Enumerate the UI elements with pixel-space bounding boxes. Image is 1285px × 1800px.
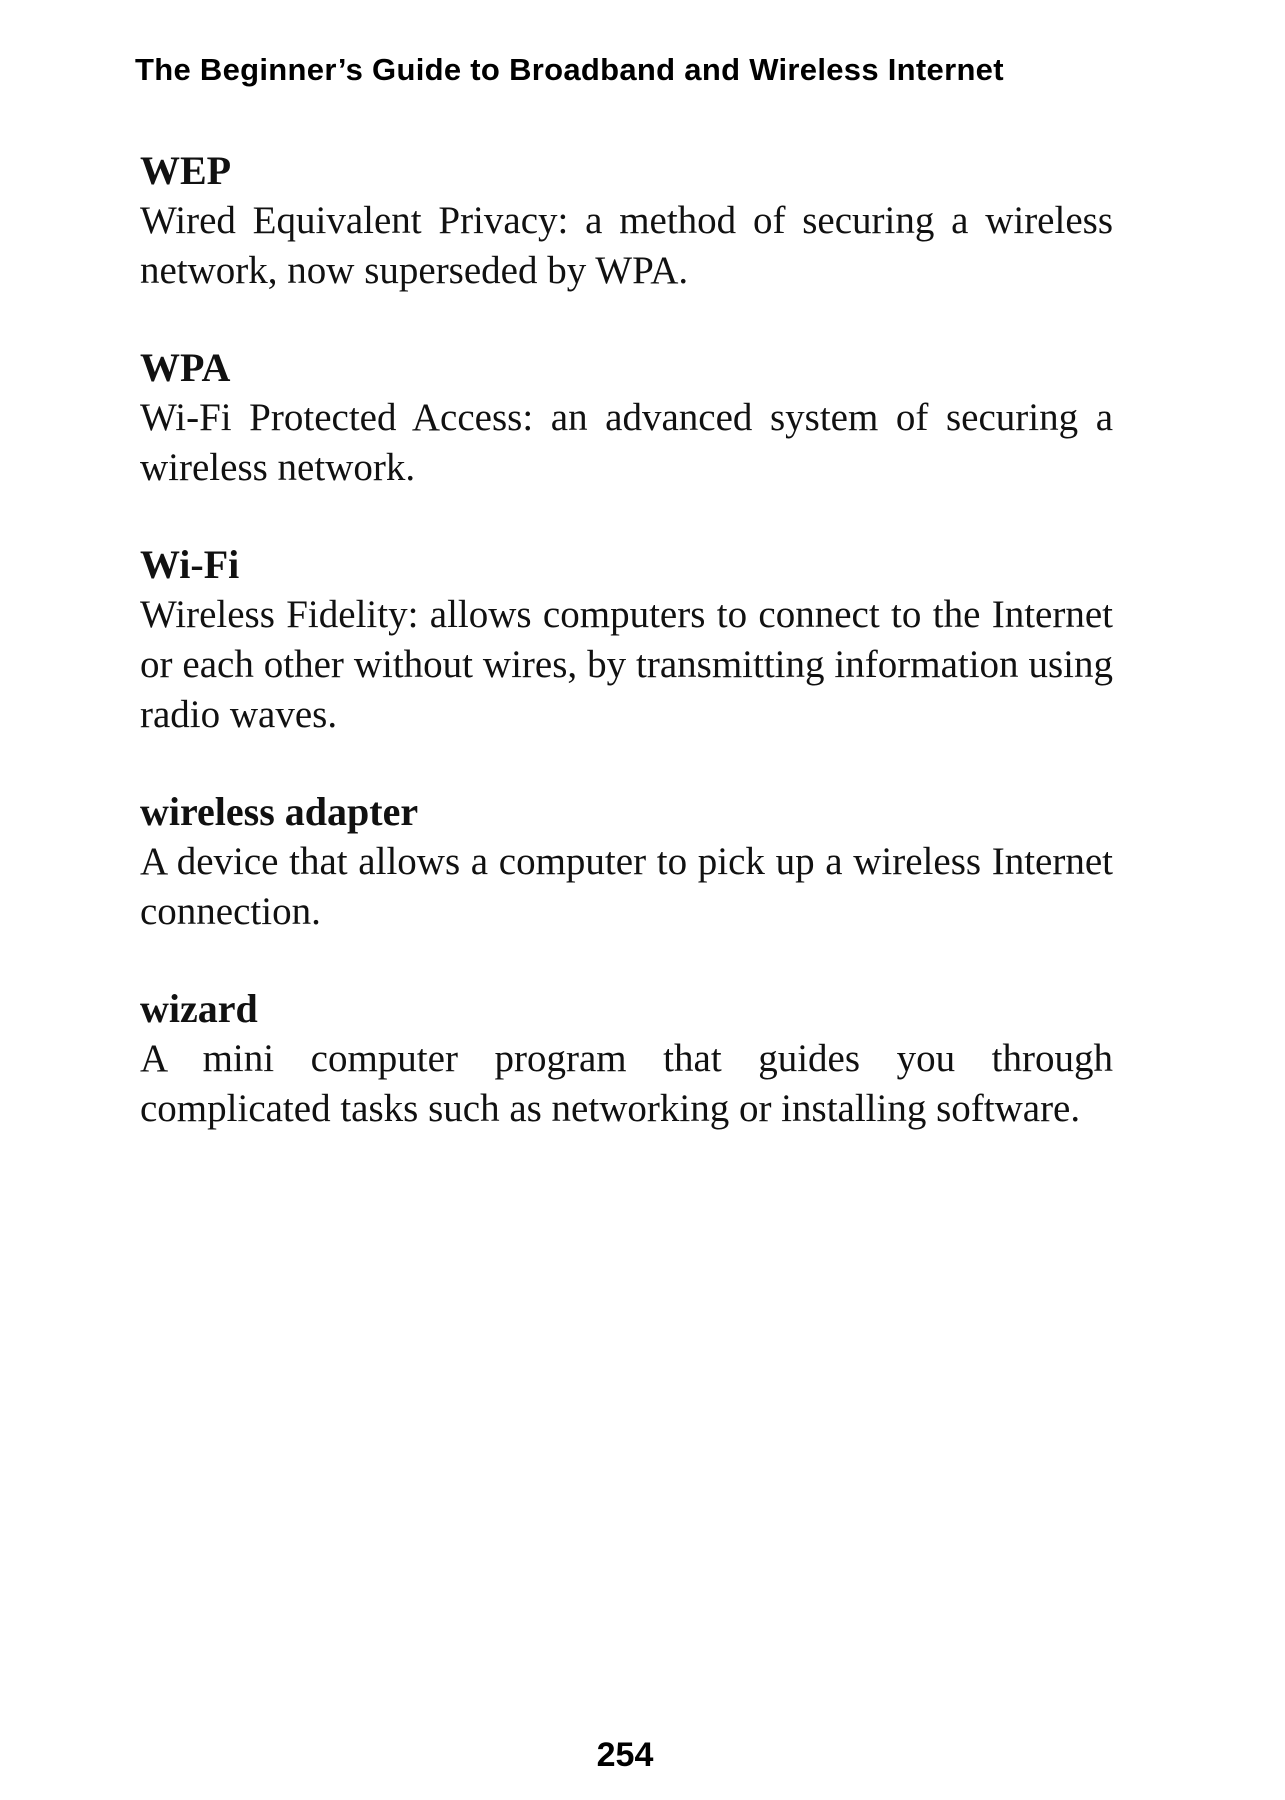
glossary-entry-wizard — [140, 984, 1113, 1134]
glossary-term: wireless adapter — [140, 789, 419, 834]
glossary-entry-wireless-adapter — [140, 787, 1113, 937]
glossary-definition: Wired Equivalent Privacy: a method of securing a wireless network, now superseded by WPA. — [140, 199, 1113, 292]
glossary-term: Wi-Fi — [140, 542, 240, 587]
glossary-entry-wi-fi — [140, 540, 1113, 740]
page-number: 254 — [596, 1736, 654, 1774]
running-head-title: The Beginner’s Guide to Broadband and Wireless Internet — [135, 52, 1004, 87]
glossary-term: WPA — [140, 345, 231, 390]
glossary-definition: A device that allows a computer to pick up a wireless Internet connection. — [140, 840, 1113, 933]
glossary-definition: Wireless Fidelity: allows computers to connect to the Internet or each other without wires, by transmitting information using radio waves. — [140, 593, 1113, 736]
glossary-entry-wep — [140, 146, 1113, 296]
glossary-term: wizard — [140, 986, 258, 1031]
glossary-list — [140, 146, 1113, 1181]
glossary-entry-wpa — [140, 343, 1113, 493]
glossary-definition: A mini computer program that guides you through complicated tasks such as networking or installing software. — [140, 1037, 1113, 1130]
glossary-term: WEP — [140, 148, 232, 193]
glossary-definition: Wi-Fi Protected Access: an advanced system of securing a wireless network. — [140, 396, 1113, 489]
